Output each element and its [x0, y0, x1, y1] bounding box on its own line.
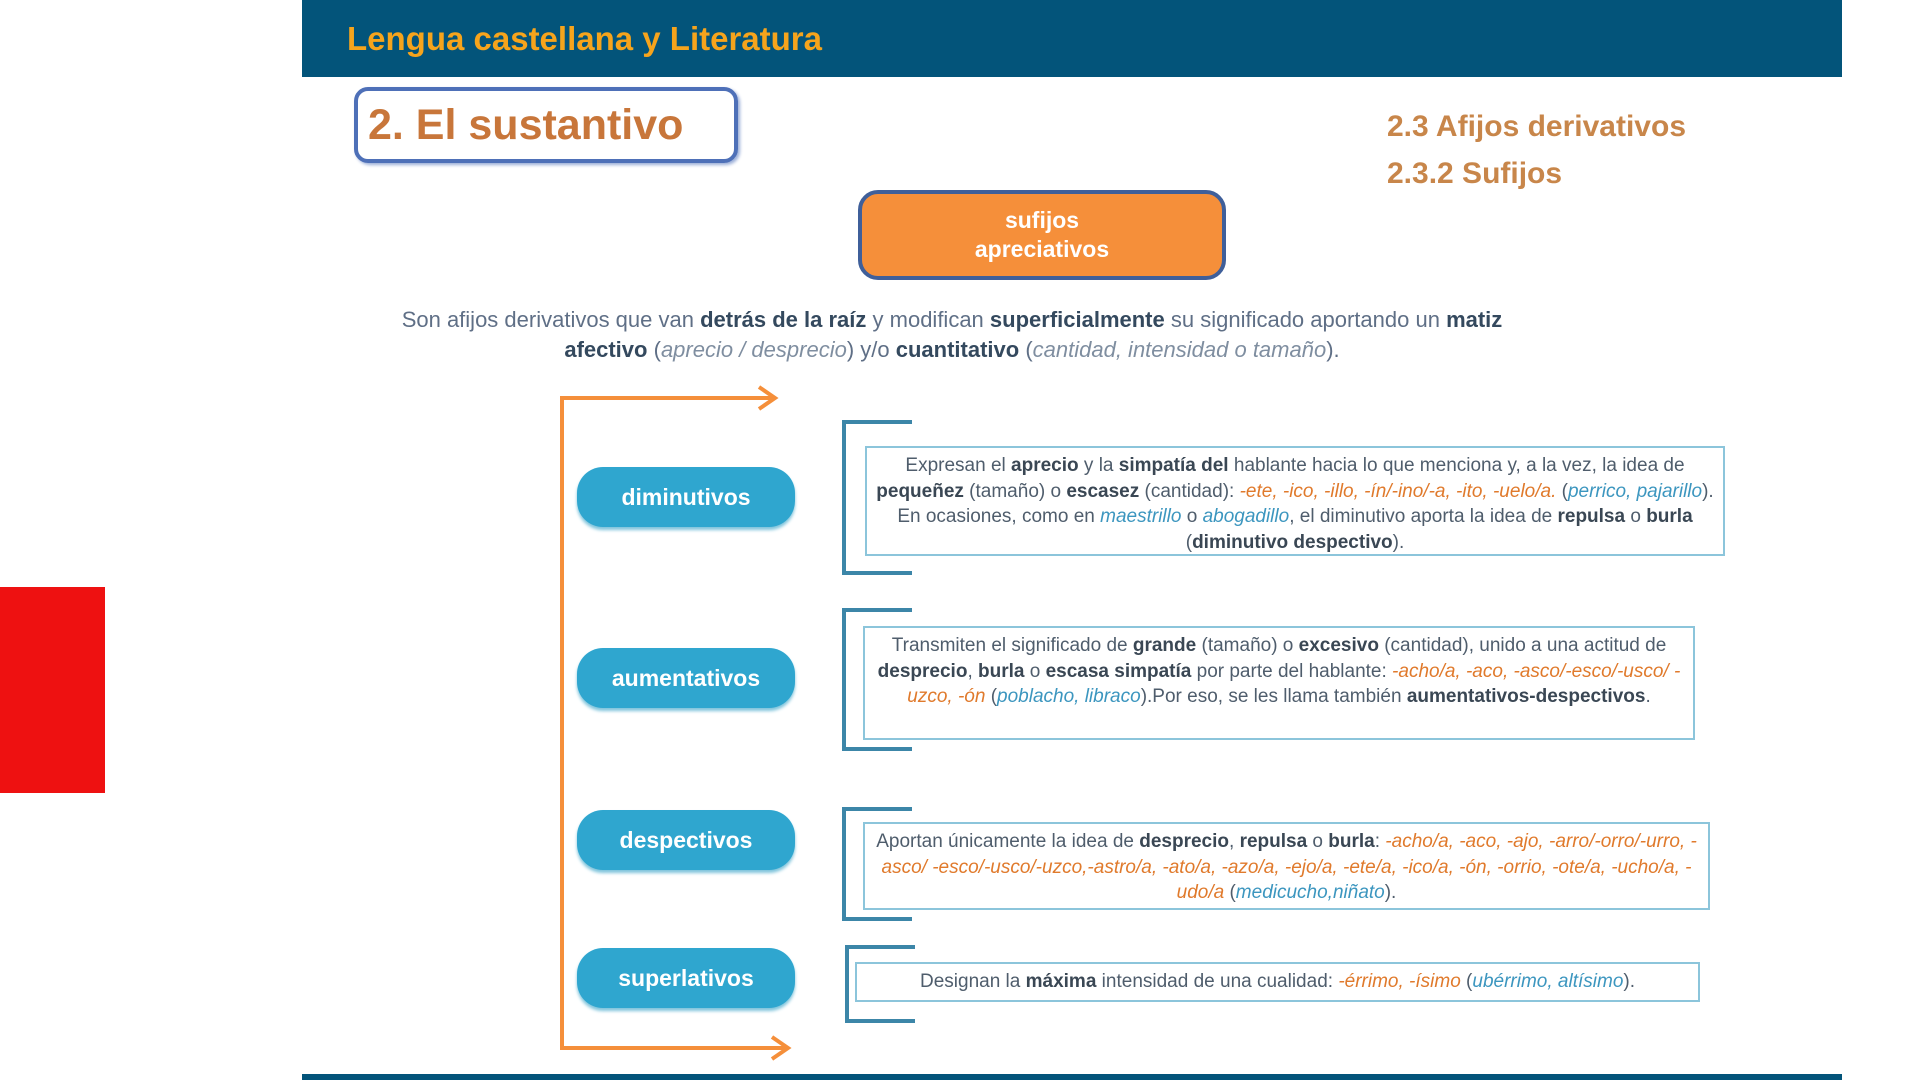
desc-text: Aportan únicamente la idea de	[876, 831, 1140, 852]
desc-text: ,	[1229, 831, 1240, 852]
desc-text: ).	[1623, 971, 1635, 992]
category-pill-aumentativos: aumentativos	[577, 648, 795, 708]
desc-text: (cantidad), unido a una actitud de	[1378, 635, 1667, 656]
desc-text: o	[1024, 660, 1046, 682]
desc-text: o	[1307, 831, 1329, 852]
desc-text: o	[1625, 506, 1647, 527]
desc-bold: burla	[978, 660, 1025, 682]
desc-text: (cantidad):	[1139, 480, 1240, 502]
desc-text: (tamaño) o	[963, 480, 1067, 502]
desc-text: , el diminutivo aporta la idea de	[1289, 506, 1558, 527]
section-title: 2.3 Afijos derivativos	[1387, 110, 1687, 143]
category-pill-despectivos: despectivos	[577, 810, 795, 870]
description-aumentativos	[863, 626, 1695, 740]
intro-text: Son afijos derivativos que van	[401, 307, 701, 332]
suffix-list: -acho/a, -aco, -ajo, -arro/-orro/-urro, -asco/ -esco/-usco/-uzco,-astro/a, -ato/a, -azo/a, -ejo/a, -ete/a, -ico/a, -ón, -orrio, -ote/a, -ucho/a, -udo/a	[881, 831, 1697, 903]
desc-text: intensidad de una cualidad:	[1096, 971, 1339, 992]
section-subtitle: 2.3.2 Sufijos	[1387, 157, 1563, 190]
desc-text: (	[1224, 882, 1236, 903]
desc-bold: burla	[1646, 506, 1693, 527]
suffix-list: -érrimo, -ísimo	[1338, 971, 1461, 992]
desc-text: (	[1185, 531, 1193, 553]
desc-bold: pequeñez	[876, 480, 964, 502]
suffix-list: -acho/a, -aco, -asco/-esco/-usco/ -uzco, -ón	[907, 660, 1681, 707]
desc-text: Transmiten el significado de	[891, 635, 1133, 656]
top-box-line2: apreciativos	[974, 236, 1110, 262]
desc-bold: burla	[1328, 831, 1375, 852]
desc-bold: diminutivo despectivo	[1192, 531, 1393, 553]
desc-bold: escasez	[1066, 480, 1140, 502]
intro-text: ).	[1326, 337, 1340, 362]
desc-bold: desprecio	[1139, 831, 1229, 852]
red-side-block	[0, 587, 105, 793]
desc-text: (tamaño) o	[1196, 635, 1299, 656]
desc-bold: desprecio	[877, 660, 968, 682]
header-title: Lengua castellana y Literatura	[347, 20, 823, 57]
desc-text: ,	[967, 660, 978, 682]
desc-text: (	[1556, 480, 1568, 502]
desc-bold: aprecio	[1011, 455, 1079, 476]
desc-text: (	[985, 686, 998, 707]
desc-bold: simpatía del	[1118, 455, 1229, 476]
intro-bold: detrás de la raíz	[700, 307, 867, 332]
desc-text: ).Por eso, se les llama también	[1140, 686, 1407, 707]
desc-text: por parte del hablante:	[1191, 660, 1393, 682]
desc-text: hablante hacia lo que menciona y, a la vez, la idea de	[1228, 455, 1685, 476]
intro-bold: superficialmente	[989, 307, 1165, 332]
example-words: medicucho,niñato	[1235, 882, 1385, 903]
description-diminutivos	[865, 446, 1725, 556]
intro-text: (	[1019, 337, 1033, 362]
desc-text: ).	[1392, 531, 1405, 553]
example-words: abogadillo	[1202, 506, 1290, 527]
intro-text: ) y/o	[846, 337, 896, 362]
desc-bold: escasa simpatía	[1045, 660, 1192, 682]
intro-bold: cuantitativo	[895, 337, 1020, 362]
description-superlativos	[855, 962, 1700, 1002]
example-words: perrico, pajarillo	[1567, 480, 1703, 502]
intro-text: y modifican	[866, 307, 990, 332]
desc-text: o	[1181, 506, 1203, 527]
top-box-line1: sufijos	[1004, 207, 1080, 233]
desc-bold: aumentativos-despectivos	[1406, 686, 1646, 707]
desc-bold: repulsa	[1239, 831, 1308, 852]
example-words: ubérrimo, altísimo	[1472, 971, 1624, 992]
category-pill-superlativos: superlativos	[577, 948, 795, 1008]
desc-text: ). En ocasiones, como en	[897, 480, 1714, 527]
desc-text: (	[1460, 971, 1473, 992]
desc-bold: grande	[1132, 635, 1197, 656]
intro-text: su significado aportando un	[1164, 307, 1447, 332]
unit-title: 2. El sustantivo	[368, 101, 684, 149]
desc-text: :	[1374, 831, 1386, 852]
desc-text: ).	[1384, 882, 1397, 903]
slide	[302, 0, 1842, 1080]
example-words: maestrillo	[1100, 506, 1182, 527]
intro-italic: aprecio / desprecio	[660, 337, 847, 362]
category-pill-diminutivos: diminutivos	[577, 467, 795, 527]
suffix-list: -ete, -ico, -illo, -ín/-ino/-a, -ito, -uelo/a.	[1239, 480, 1557, 502]
intro-italic: cantidad, intensidad o tamaño	[1032, 337, 1327, 362]
intro-bold: matiz afectivo	[564, 307, 1503, 362]
description-despectivos	[863, 822, 1710, 910]
example-words: poblacho, libraco	[997, 686, 1141, 707]
intro-text: (	[647, 337, 661, 362]
desc-text: y la	[1078, 455, 1119, 476]
desc-text: Expresan el	[905, 455, 1012, 476]
bottom-rule	[302, 1074, 1842, 1080]
desc-text: .	[1645, 686, 1651, 707]
desc-text: Designan la	[920, 971, 1026, 992]
desc-bold: repulsa	[1557, 506, 1626, 527]
desc-bold: excesivo	[1298, 635, 1379, 656]
desc-bold: máxima	[1025, 971, 1097, 992]
